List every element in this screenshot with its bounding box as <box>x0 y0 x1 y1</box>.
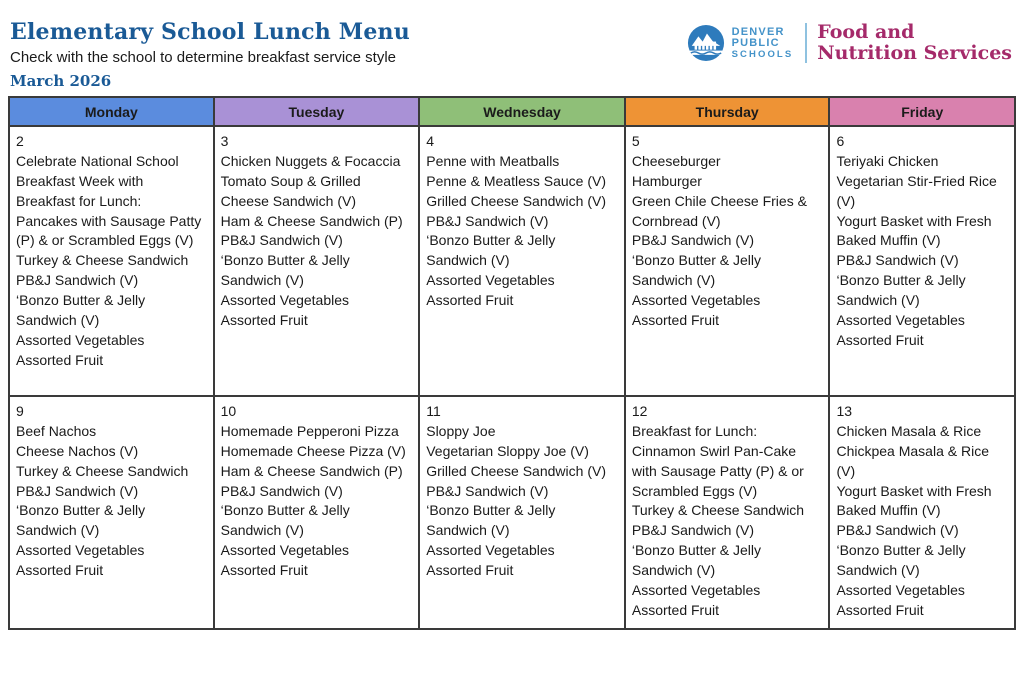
menu-item: Assorted Fruit <box>426 292 514 308</box>
menu-item: Vegetarian Stir-Fried Rice (V) <box>836 172 997 209</box>
dps-logo <box>687 22 1012 65</box>
menu-item: Assorted Vegetables <box>631 292 761 308</box>
menu-item: PB&J Sandwich (V) <box>631 522 755 539</box>
menu-item: Green Chile Cheese Fries & Cornbread (V) <box>631 192 807 229</box>
date-number: 9 <box>16 403 24 419</box>
menu-item: Homemade Pepperoni Pizza <box>220 422 399 439</box>
menu-item: PB&J Sandwich (V) <box>16 482 139 499</box>
dps-logo-text <box>732 27 794 60</box>
date-number: 11 <box>426 403 441 419</box>
menu-item: Assorted Vegetables <box>16 542 145 559</box>
menu-item: Chickpea Masala & Rice (V) <box>836 442 989 479</box>
menu-item: ‘Bonzo Butter & Jelly Sandwich (V) <box>16 502 146 539</box>
menu-item: Assorted Fruit <box>16 351 104 368</box>
menu-item: Penne & Meatless Sauce (V) <box>426 172 606 189</box>
day-header-wednesday: Wednesday <box>419 97 625 126</box>
dept-name <box>817 22 1012 65</box>
day-cell-march-10 <box>214 396 420 629</box>
menu-item: Yogurt Basket with Fresh Baked Muffin (V) <box>836 212 992 249</box>
menu-item: Grilled Cheese Sandwich (V) <box>426 192 606 209</box>
dept-line-2: Nutrition Services <box>817 42 1012 65</box>
menu-item: PB&J Sandwich (V) <box>836 252 959 269</box>
day-cell-march-12 <box>625 396 830 629</box>
org-line-denver: DENVER <box>731 25 785 38</box>
month-label: March 2026 <box>10 71 112 90</box>
menu-item: ‘Bonzo Butter & Jelly Sandwich (V) <box>836 272 966 308</box>
lunch-calendar <box>8 96 1016 630</box>
week-row-1 <box>9 126 1015 396</box>
menu-item: Cheeseburger <box>631 152 721 169</box>
menu-item: PB&J Sandwich (V) <box>220 232 343 249</box>
menu-item: PB&J Sandwich (V) <box>426 482 549 499</box>
date-number: 12 <box>631 403 648 419</box>
menu-item: PB&J Sandwich (V) <box>16 272 139 289</box>
day-cell-march-13 <box>829 396 1015 629</box>
menu-item: Grilled Cheese Sandwich (V) <box>426 462 606 479</box>
menu-item: Chicken Masala & Rice <box>836 422 982 439</box>
day-cell-march-11 <box>419 396 625 629</box>
day-header-tuesday: Tuesday <box>214 97 420 126</box>
menu-item: Chicken Nuggets & Focaccia <box>220 152 401 169</box>
day-cell-march-5 <box>625 126 830 396</box>
day-header-thursday: Thursday <box>625 97 830 126</box>
menu-item: ‘Bonzo Butter & Jelly Sandwich (V) <box>220 252 350 289</box>
day-cell-march-4 <box>419 126 625 396</box>
menu-item: Assorted Fruit <box>836 601 924 618</box>
menu-item: ‘Bonzo Butter & Jelly Sandwich (V) <box>631 542 762 578</box>
menu-item: Homemade Cheese Pizza (V) <box>220 442 406 459</box>
day-header-row <box>9 97 1015 126</box>
date-number: 10 <box>220 403 237 419</box>
menu-item: PB&J Sandwich (V) <box>836 522 959 539</box>
date-number: 5 <box>631 133 640 149</box>
dept-line-1: Food and <box>817 21 915 43</box>
menu-item: Penne with Meatballs <box>426 152 560 169</box>
menu-item: ‘Bonzo Butter & Jelly Sandwich (V) <box>631 252 762 289</box>
menu-item: Turkey & Cheese Sandwich <box>16 252 189 269</box>
date-number: 4 <box>426 133 435 149</box>
menu-item: Assorted Fruit <box>631 311 719 328</box>
day-cell-march-3 <box>214 126 420 396</box>
day-cell-march-9 <box>9 396 214 629</box>
menu-item: Tomato Soup & Grilled Cheese Sandwich (V) <box>220 172 361 209</box>
menu-item: Breakfast for Lunch: Cinnamon Swirl Pan-Cake with Sausage Patty (P) & or Scrambled Eggs (V) <box>631 422 804 499</box>
day-header-friday: Friday <box>829 97 1015 126</box>
menu-item: Turkey & Cheese Sandwich <box>16 462 189 479</box>
menu-item: Cheese Nachos (V) <box>16 442 139 459</box>
date-number: 2 <box>16 133 24 149</box>
date-number: 6 <box>836 133 845 149</box>
date-number: 3 <box>220 133 229 149</box>
menu-item: Assorted Vegetables <box>220 542 350 559</box>
logo-divider <box>805 23 807 63</box>
dps-logo-icon <box>687 24 725 62</box>
menu-item: Assorted Vegetables <box>16 331 145 348</box>
page-subtitle: Check with the school to determine breakfast service style <box>10 49 397 67</box>
menu-item: ‘Bonzo Butter & Jelly Sandwich (V) <box>426 232 556 269</box>
menu-item: PB&J Sandwich (V) <box>631 232 755 249</box>
org-line-public: PUBLIC <box>731 37 780 50</box>
page-title: Elementary School Lunch Menu <box>10 19 410 45</box>
menu-item: ‘Bonzo Butter & Jelly Sandwich (V) <box>220 502 350 539</box>
menu-item: ‘Bonzo Butter & Jelly Sandwich (V) <box>426 502 556 539</box>
menu-item: Assorted Vegetables <box>631 581 761 598</box>
menu-item: Assorted Fruit <box>220 562 308 578</box>
menu-item: Yogurt Basket with Fresh Baked Muffin (V) <box>836 482 992 519</box>
menu-item: PB&J Sandwich (V) <box>220 482 343 499</box>
menu-item: Ham & Cheese Sandwich (P) <box>220 212 403 229</box>
menu-item: Assorted Vegetables <box>836 581 965 598</box>
menu-item: Ham & Cheese Sandwich (P) <box>220 462 403 479</box>
menu-item: Vegetarian Sloppy Joe (V) <box>426 442 589 459</box>
page-header <box>0 0 1024 96</box>
menu-item: Sloppy Joe <box>426 422 496 439</box>
menu-item: Hamburger <box>631 172 702 189</box>
org-line-schools: SCHOOLS <box>731 48 794 60</box>
menu-item: Assorted Vegetables <box>426 272 555 289</box>
week-row-2 <box>9 396 1015 629</box>
day-cell-march-6 <box>829 126 1015 396</box>
menu-item: Assorted Fruit <box>836 331 924 348</box>
day-header-monday: Monday <box>9 97 214 126</box>
menu-item: PB&J Sandwich (V) <box>426 212 549 229</box>
menu-item: Assorted Fruit <box>16 562 104 578</box>
menu-item: ‘Bonzo Butter & Jelly Sandwich (V) <box>16 292 146 328</box>
menu-item: Assorted Vegetables <box>836 311 965 328</box>
menu-item: Celebrate National School Breakfast Week with Breakfast for Lunch: Pancakes with Sausage Patty (P) & or Scrambled Eggs (V) <box>16 152 202 249</box>
menu-item: Beef Nachos <box>16 422 97 439</box>
menu-item: Teriyaki Chicken <box>836 152 939 169</box>
menu-item: Assorted Vegetables <box>426 542 555 559</box>
menu-item: ‘Bonzo Butter & Jelly Sandwich (V) <box>836 542 966 578</box>
date-number: 13 <box>836 403 853 419</box>
menu-item: Turkey & Cheese Sandwich <box>631 502 805 519</box>
day-cell-march-2 <box>9 126 214 396</box>
menu-item: Assorted Fruit <box>631 601 719 618</box>
menu-item: Assorted Vegetables <box>220 292 350 308</box>
menu-item: Assorted Fruit <box>426 562 514 578</box>
menu-item: Assorted Fruit <box>220 311 308 328</box>
